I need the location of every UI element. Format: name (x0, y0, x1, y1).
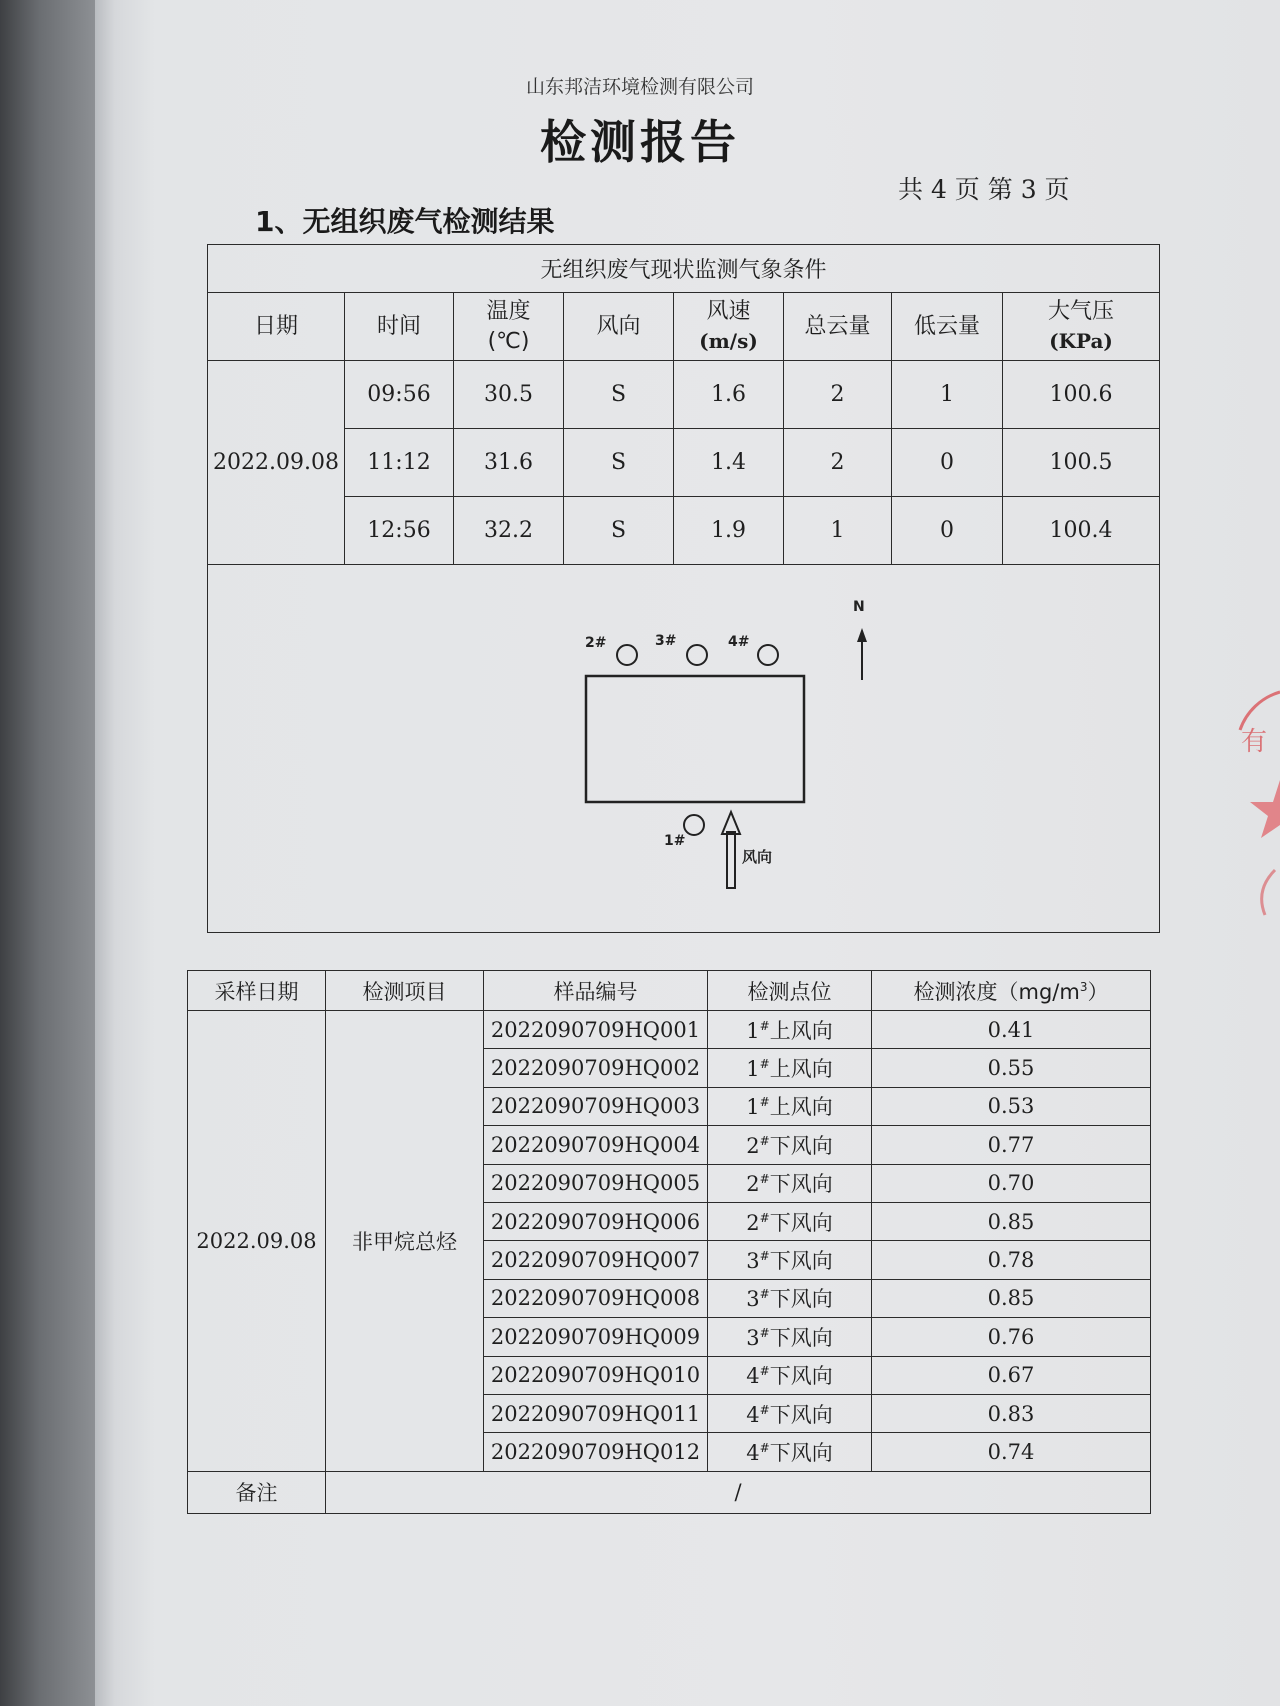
header-concentration-close: ） (1087, 979, 1109, 1004)
header-sample-number: 样品编号 (484, 971, 708, 1011)
location-hash: # (759, 1325, 770, 1340)
location-hash: # (759, 1249, 770, 1264)
location-hash: # (759, 1402, 770, 1417)
location-number: 4 (746, 1440, 760, 1465)
location-number: 2 (746, 1210, 760, 1235)
location-hash: # (759, 1133, 770, 1148)
temp-cell: 30.5 (454, 361, 564, 429)
location-text: 上风向 (769, 1057, 833, 1082)
wind-arrowhead-icon (722, 812, 740, 834)
location-cell (708, 1049, 872, 1087)
location-cell (708, 1433, 872, 1471)
sample-number-cell: 2022090709HQ008 (484, 1279, 708, 1317)
test-item-cell: 非甲烷总烃 (326, 1011, 484, 1472)
location-text: 上风向 (769, 1095, 833, 1120)
seal-ring-lower (1262, 870, 1275, 915)
location-number: 3 (746, 1249, 760, 1274)
report-title: 检测报告 (540, 115, 740, 169)
point-2-label: 2# (585, 635, 607, 651)
location-hash: # (759, 1440, 770, 1455)
location-hash: # (759, 1287, 770, 1302)
location-number: 2 (746, 1133, 760, 1158)
header-time: 时间 (345, 293, 454, 361)
sample-number-cell: 2022090709HQ004 (484, 1126, 708, 1164)
location-cell (708, 1087, 872, 1125)
location-hash: # (759, 1057, 770, 1072)
concentration-cell: 0.85 (872, 1279, 1151, 1317)
time-cell: 12:56 (345, 497, 454, 565)
remarks-label: 备注 (188, 1471, 326, 1513)
point-3-label: 3# (655, 633, 677, 649)
header-pressure-label: 大气压 (1048, 298, 1115, 324)
sample-number-cell: 2022090709HQ007 (484, 1241, 708, 1279)
wind-dir-cell: S (564, 429, 674, 497)
location-text: 下风向 (769, 1249, 833, 1274)
wind-dir-cell: S (564, 361, 674, 429)
wind-speed-cell: 1.6 (674, 361, 784, 429)
remarks-row (188, 1471, 1151, 1513)
location-text: 下风向 (769, 1172, 833, 1197)
pressure-cell: 100.5 (1003, 429, 1160, 497)
point-2-marker (617, 645, 637, 665)
location-text: 下风向 (769, 1325, 833, 1350)
location-number: 4 (746, 1402, 760, 1427)
concentration-cell: 0.67 (872, 1356, 1151, 1394)
point-1-marker (684, 815, 704, 835)
sample-number-cell: 2022090709HQ005 (484, 1164, 708, 1202)
weather-date-cell: 2022.09.08 (208, 361, 345, 565)
low-cloud-cell: 0 (892, 497, 1003, 565)
point-1-label: 1# (664, 833, 686, 849)
location-number: 1 (746, 1095, 760, 1120)
concentration-cell: 0.85 (872, 1202, 1151, 1240)
location-cell (708, 1356, 872, 1394)
location-number: 1 (746, 1057, 760, 1082)
wind-direction-label: 风向 (742, 848, 773, 866)
table-row (188, 1011, 1151, 1049)
location-number: 3 (746, 1287, 760, 1312)
sample-number-cell: 2022090709HQ002 (484, 1049, 708, 1087)
wind-arrow-shaft-icon (727, 832, 735, 888)
low-cloud-cell: 1 (892, 361, 1003, 429)
seal-star-icon (1250, 780, 1280, 838)
pressure-cell: 100.6 (1003, 361, 1160, 429)
header-temperature-label: 温度 (486, 298, 531, 324)
north-arrowhead-icon (857, 628, 867, 642)
header-low-cloud: 低云量 (892, 293, 1003, 361)
concentration-cell: 0.74 (872, 1433, 1151, 1471)
location-hash: # (759, 1364, 770, 1379)
concentration-cell: 0.76 (872, 1318, 1151, 1356)
sample-number-cell: 2022090709HQ011 (484, 1394, 708, 1432)
sample-number-cell: 2022090709HQ009 (484, 1318, 708, 1356)
location-cell (708, 1394, 872, 1432)
header-sampling-date: 采样日期 (188, 971, 326, 1011)
header-total-cloud: 总云量 (784, 293, 892, 361)
header-wind-direction: 风向 (564, 293, 674, 361)
point-4-marker (758, 645, 778, 665)
seal-text: 有 (1241, 727, 1268, 757)
wind-speed-cell: 1.4 (674, 429, 784, 497)
sample-number-cell: 2022090709HQ003 (484, 1087, 708, 1125)
concentration-cell: 0.53 (872, 1087, 1151, 1125)
location-cell (708, 1241, 872, 1279)
concentration-cell: 0.41 (872, 1011, 1151, 1049)
sampling-date-cell: 2022.09.08 (188, 1011, 326, 1472)
sample-number-cell: 2022090709HQ006 (484, 1202, 708, 1240)
sample-number-cell: 2022090709HQ001 (484, 1011, 708, 1049)
concentration-cell: 0.78 (872, 1241, 1151, 1279)
facility-outline (586, 676, 804, 802)
page-count: 共 4 页 第 3 页 (898, 175, 1070, 204)
location-cell (708, 1126, 872, 1164)
header-wind-speed-label: 风速 (706, 298, 751, 324)
header-location: 检测点位 (708, 971, 872, 1011)
location-text: 下风向 (769, 1210, 833, 1235)
location-text: 下风向 (769, 1402, 833, 1427)
concentration-cell: 0.70 (872, 1164, 1151, 1202)
location-cell (708, 1279, 872, 1317)
location-number: 4 (746, 1364, 760, 1389)
section-heading: 1、无组织废气检测结果 (255, 205, 555, 238)
location-cell (708, 1318, 872, 1356)
concentration-cell: 0.77 (872, 1126, 1151, 1164)
location-hash: # (759, 1095, 770, 1110)
header-pressure-unit: (KPa) (1049, 328, 1113, 353)
sample-number-cell: 2022090709HQ012 (484, 1433, 708, 1471)
total-cloud-cell: 1 (784, 497, 892, 565)
header-concentration-label: 检测浓度（mg/m (913, 979, 1080, 1004)
header-wind-speed-unit: (m/s) (699, 328, 758, 353)
temp-cell: 31.6 (454, 429, 564, 497)
location-number: 3 (746, 1325, 760, 1350)
header-concentration (872, 971, 1151, 1011)
header-concentration-sup: 3 (1079, 979, 1088, 994)
low-cloud-cell: 0 (892, 429, 1003, 497)
concentration-cell: 0.55 (872, 1049, 1151, 1087)
wind-speed-cell: 1.9 (674, 497, 784, 565)
location-hash: # (759, 1018, 770, 1033)
north-label: N (853, 599, 865, 615)
location-text: 下风向 (769, 1364, 833, 1389)
wind-dir-cell: S (564, 497, 674, 565)
weather-table-caption: 无组织废气现状监测气象条件 (208, 245, 1160, 293)
time-cell: 11:12 (345, 429, 454, 497)
header-temperature-unit: (℃) (487, 328, 530, 354)
point-3-marker (687, 645, 707, 665)
concentration-cell: 0.83 (872, 1394, 1151, 1432)
company-name: 山东邦洁环境检测有限公司 (525, 76, 754, 98)
location-text: 上风向 (769, 1018, 833, 1043)
location-text: 下风向 (769, 1287, 833, 1312)
location-number: 2 (746, 1172, 760, 1197)
sample-number-cell: 2022090709HQ010 (484, 1356, 708, 1394)
header-date: 日期 (208, 293, 345, 361)
location-cell (708, 1202, 872, 1240)
pressure-cell: 100.4 (1003, 497, 1160, 565)
total-cloud-cell: 2 (784, 429, 892, 497)
location-cell (708, 1011, 872, 1049)
seal-ring (1240, 692, 1280, 730)
time-cell: 09:56 (345, 361, 454, 429)
location-hash: # (759, 1172, 770, 1187)
company-seal (1235, 690, 1280, 930)
temp-cell: 32.2 (454, 497, 564, 565)
remarks-value: / (326, 1471, 1151, 1513)
location-hash: # (759, 1210, 770, 1225)
results-table (187, 970, 1151, 1514)
location-text: 下风向 (769, 1440, 833, 1465)
location-text: 下风向 (769, 1133, 833, 1158)
location-cell (708, 1164, 872, 1202)
header-test-item: 检测项目 (326, 971, 484, 1011)
location-number: 1 (746, 1018, 760, 1043)
total-cloud-cell: 2 (784, 361, 892, 429)
point-4-label: 4# (728, 634, 750, 650)
